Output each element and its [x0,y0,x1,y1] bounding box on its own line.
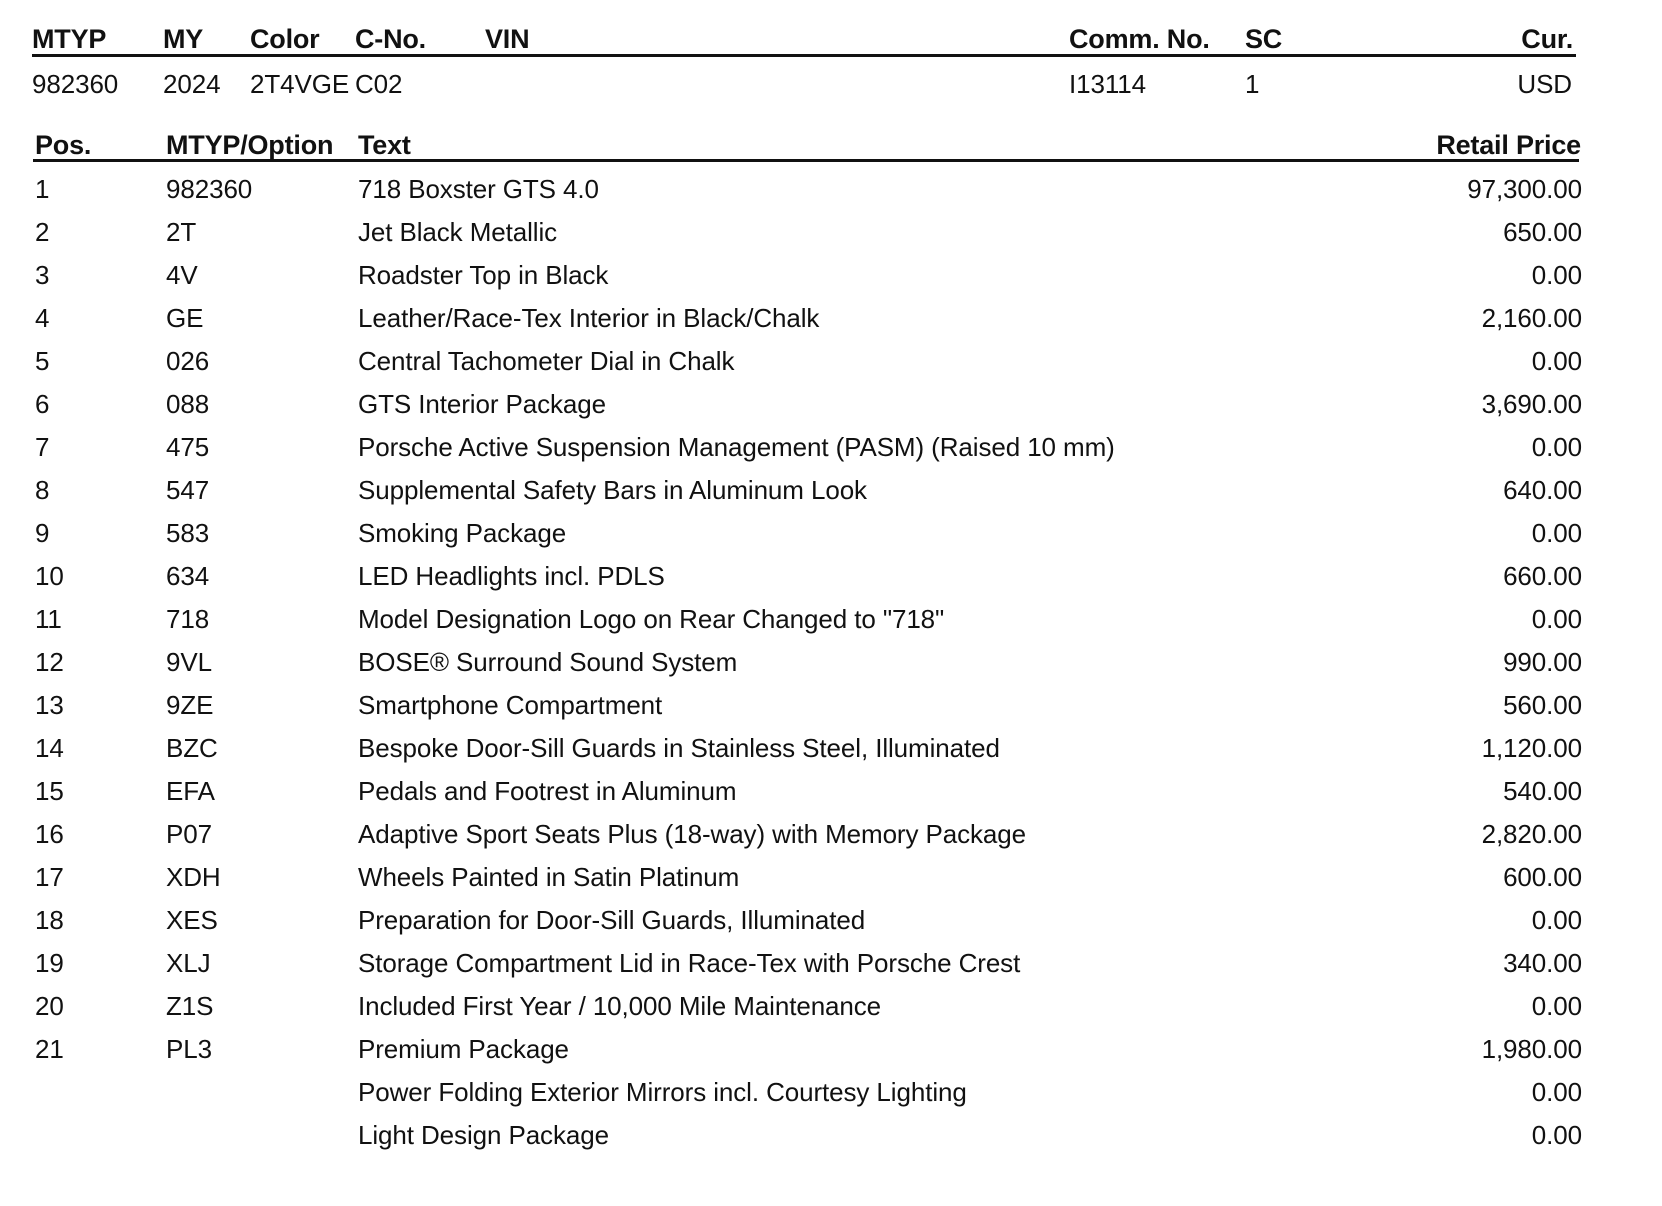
row-option-code: P07 [166,819,212,849]
row-option-code: 4V [166,260,198,290]
table-row [0,821,1662,861]
header-cur-label: Cur. [1521,24,1573,54]
row-retail-price: 0.00 [1531,432,1582,462]
header-comm-no-value: I13114 [1069,69,1146,99]
row-retail-price: 2,160.00 [1481,303,1582,333]
row-option-code: 026 [166,346,210,376]
row-description: Smoking Package [358,518,567,548]
header-sc-value: 1 [1245,69,1260,99]
row-pos: 5 [35,346,50,376]
row-retail-price: 0.00 [1531,905,1582,935]
table-row [0,477,1662,517]
table-row [0,563,1662,603]
row-option-code: 088 [166,389,210,419]
row-pos: 17 [35,862,64,892]
table-row [0,176,1662,216]
row-option-code: XES [166,905,218,935]
row-description: Premium Package [358,1034,569,1064]
header-cno-value: C02 [355,69,403,99]
row-pos: 8 [35,475,50,505]
header-vin-label: VIN [485,24,530,54]
row-description: Light Design Package [358,1120,609,1150]
row-description: Wheels Painted in Satin Platinum [358,862,740,892]
row-pos: 4 [35,303,50,333]
row-pos: 3 [35,260,50,290]
row-retail-price: 97,300.00 [1467,174,1582,204]
table-row [0,778,1662,818]
row-pos: 12 [35,647,64,677]
row-retail-price: 1,120.00 [1481,733,1582,763]
row-pos: 9 [35,518,50,548]
row-description: LED Headlights incl. PDLS [358,561,665,591]
row-option-code: 2T [166,217,197,247]
table-header-divider [33,159,1579,162]
header-my-value: 2024 [163,69,221,99]
header-comm-no-label: Comm. No. [1069,24,1210,54]
header-mtyp-label: MTYP [32,24,107,54]
table-row [0,305,1662,345]
row-pos: 2 [35,217,50,247]
table-row [0,606,1662,646]
row-pos: 11 [35,604,62,634]
row-description: Pedals and Footrest in Aluminum [358,776,737,806]
row-description: 718 Boxster GTS 4.0 [358,174,599,204]
row-description: Preparation for Door-Sill Guards, Illuminated [358,905,866,935]
row-option-code: XDH [166,862,221,892]
row-option-code: 9ZE [166,690,214,720]
row-description: Bespoke Door-Sill Guards in Stainless Steel, Illuminated [358,733,1000,763]
row-pos: 16 [35,819,64,849]
row-option-code: 547 [166,475,210,505]
row-description: Power Folding Exterior Mirrors incl. Courtesy Lighting [358,1077,967,1107]
table-row [0,1036,1662,1076]
row-option-code: 9VL [166,647,212,677]
row-retail-price: 0.00 [1531,346,1582,376]
row-pos: 1 [35,174,50,204]
row-description: Smartphone Compartment [358,690,663,720]
header-sc-label: SC [1245,24,1283,54]
row-description: Central Tachometer Dial in Chalk [358,346,735,376]
table-row [0,1079,1662,1119]
row-retail-price: 0.00 [1531,1077,1582,1107]
header-cno-label: C-No. [355,24,426,54]
row-retail-price: 0.00 [1531,260,1582,290]
table-row [0,864,1662,904]
table-header-text: Text [358,130,411,160]
table-row [0,907,1662,947]
header-mtyp-value: 982360 [32,69,119,99]
table-row [0,434,1662,474]
row-retail-price: 340.00 [1503,948,1582,978]
table-header-mtyp-option: MTYP/Option [166,130,334,160]
table-row [0,262,1662,302]
header-divider [32,54,1576,57]
row-option-code: 982360 [166,174,253,204]
row-description: Supplemental Safety Bars in Aluminum Look [358,475,867,505]
table-row [0,391,1662,431]
row-description: Model Designation Logo on Rear Changed to "718" [358,604,945,634]
table-row [0,520,1662,560]
row-description: Adaptive Sport Seats Plus (18-way) with Memory Package [358,819,1026,849]
row-retail-price: 540.00 [1503,776,1582,806]
row-retail-price: 1,980.00 [1481,1034,1582,1064]
row-retail-price: 0.00 [1531,518,1582,548]
row-description: Roadster Top in Black [358,260,609,290]
row-retail-price: 0.00 [1531,991,1582,1021]
header-color-label: Color [250,24,320,54]
row-retail-price: 2,820.00 [1481,819,1582,849]
row-option-code: PL3 [166,1034,212,1064]
row-pos: 20 [35,991,64,1021]
table-row [0,1122,1662,1162]
table-header-retail-price: Retail Price [1436,130,1581,160]
header-color-value: 2T4VGE [250,69,350,99]
row-retail-price: 3,690.00 [1481,389,1582,419]
row-description: Leather/Race-Tex Interior in Black/Chalk [358,303,820,333]
row-option-code: XLJ [166,948,211,978]
row-option-code: EFA [166,776,215,806]
row-retail-price: 650.00 [1503,217,1582,247]
row-description: Included First Year / 10,000 Mile Maintenance [358,991,882,1021]
row-retail-price: 600.00 [1503,862,1582,892]
table-row [0,735,1662,775]
row-pos: 14 [35,733,64,763]
row-pos: 19 [35,948,64,978]
row-description: GTS Interior Package [358,389,606,419]
row-retail-price: 990.00 [1503,647,1582,677]
row-pos: 10 [35,561,64,591]
row-pos: 7 [35,432,50,462]
row-description: Storage Compartment Lid in Race-Tex with Porsche Crest [358,948,1021,978]
row-option-code: Z1S [166,991,214,1021]
table-row [0,348,1662,388]
row-option-code: GE [166,303,204,333]
row-retail-price: 560.00 [1503,690,1582,720]
row-pos: 21 [35,1034,64,1064]
row-retail-price: 660.00 [1503,561,1582,591]
row-retail-price: 0.00 [1531,1120,1582,1150]
row-pos: 13 [35,690,64,720]
row-pos: 6 [35,389,50,419]
header-my-label: MY [163,24,204,54]
row-retail-price: 0.00 [1531,604,1582,634]
row-description: BOSE® Surround Sound System [358,647,738,677]
row-description: Porsche Active Suspension Management (PASM) (Raised 10 mm) [358,432,1115,462]
row-pos: 18 [35,905,64,935]
row-pos: 15 [35,776,64,806]
row-option-code: 583 [166,518,210,548]
row-description: Jet Black Metallic [358,217,558,247]
header-cur-value: USD [1517,69,1572,99]
table-row [0,993,1662,1033]
table-row [0,692,1662,732]
table-header-pos: Pos. [35,130,92,160]
row-option-code: 634 [166,561,210,591]
row-option-code: 475 [166,432,210,462]
table-row [0,219,1662,259]
row-option-code: 718 [166,604,210,634]
row-option-code: BZC [166,733,218,763]
table-row [0,950,1662,990]
row-retail-price: 640.00 [1503,475,1582,505]
table-row [0,649,1662,689]
